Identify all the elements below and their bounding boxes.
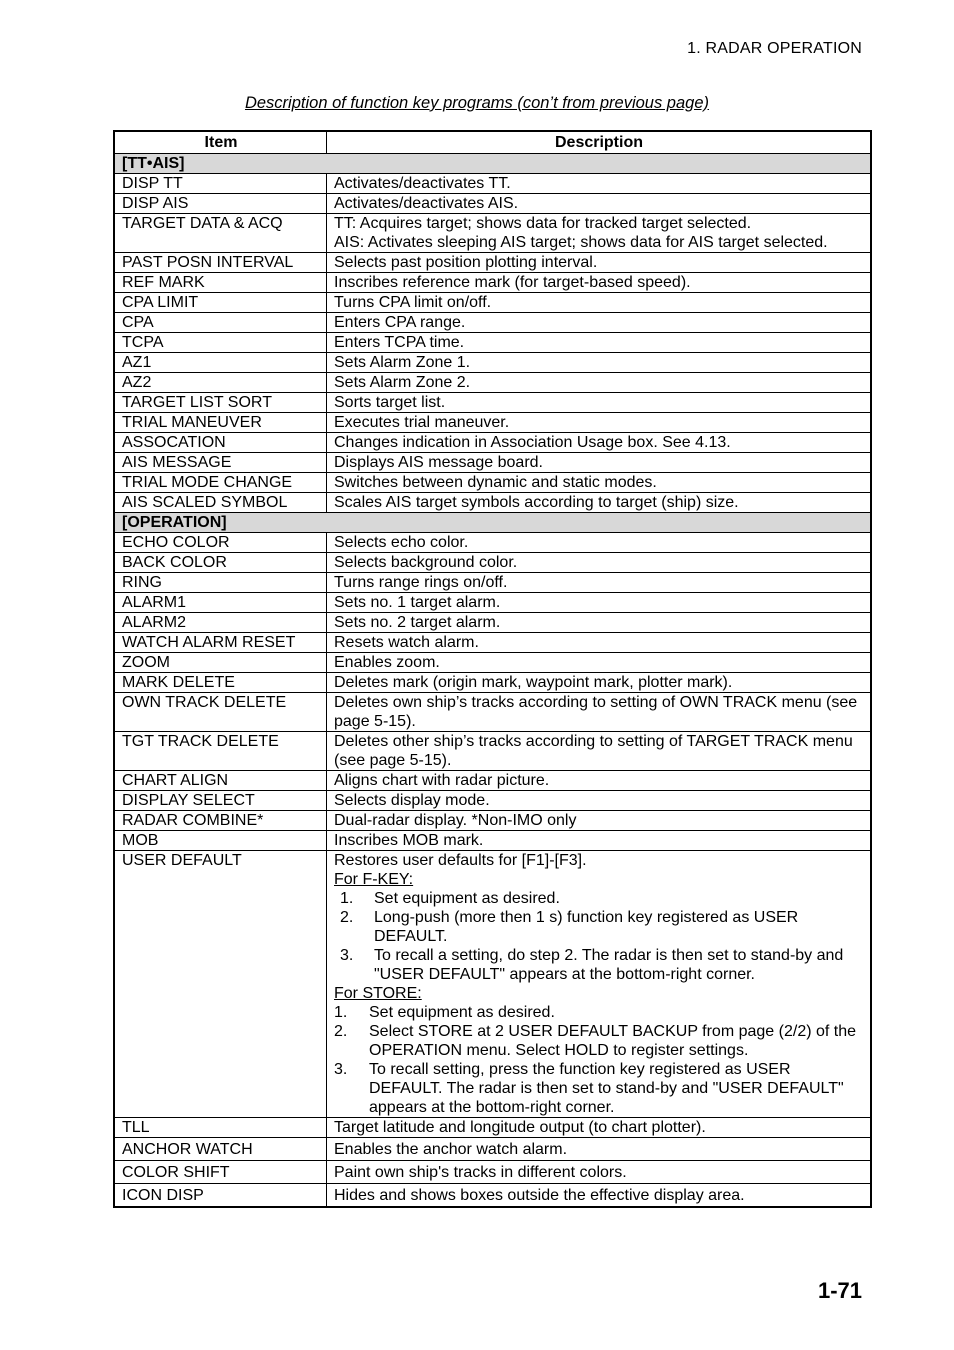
row-description (327, 353, 872, 373)
row-description-text: Sets Alarm Zone 2. (334, 374, 471, 391)
row-description-text: Paint own ship's tracks in different colors. (334, 1164, 627, 1181)
row-description-text: Enters CPA range. (334, 314, 466, 331)
row-description (327, 393, 872, 413)
section-header-row (114, 513, 871, 533)
table-row (114, 1161, 871, 1184)
section-title: [TT•AIS] (114, 154, 871, 174)
table-row-user-default (114, 851, 871, 1118)
column-header-item: Item (114, 131, 327, 154)
row-item: TRIAL MANEUVER (114, 413, 327, 433)
row-description (327, 633, 872, 653)
row-description-text: Displays AIS message board. (334, 454, 543, 471)
row-description-text: Sets Alarm Zone 1. (334, 354, 471, 371)
row-description (327, 373, 872, 393)
row-description-text: Changes indication in Association Usage box. See 4.13. (334, 434, 731, 451)
table-row (114, 811, 871, 831)
step-number: 2. (340, 909, 354, 926)
table-row (114, 673, 871, 693)
step-text: To recall a setting, do step 2. The radar is then set to stand-by and "USER DEFAULT" appears at the bottom-right corner. (374, 947, 844, 983)
table-row (114, 174, 871, 194)
row-item: BACK COLOR (114, 553, 327, 573)
row-item: ECHO COLOR (114, 533, 327, 553)
row-description (327, 493, 872, 513)
step-number: 1. (340, 890, 354, 907)
row-item: DISP TT (114, 174, 327, 194)
table-row (114, 373, 871, 393)
running-header: 1. RADAR OPERATION (687, 40, 862, 57)
row-item: CPA (114, 313, 327, 333)
row-description (327, 253, 872, 273)
row-item: COLOR SHIFT (114, 1161, 327, 1184)
row-item: CHART ALIGN (114, 771, 327, 791)
row-item: USER DEFAULT (114, 851, 327, 1118)
step-number: 3. (340, 947, 354, 964)
row-item: TGT TRACK DELETE (114, 732, 327, 771)
table-row (114, 473, 871, 493)
row-description-text: Turns range rings on/off. (334, 574, 508, 591)
table-row (114, 253, 871, 273)
row-description (327, 453, 872, 473)
table-row (114, 593, 871, 613)
row-item: MOB (114, 831, 327, 851)
user-default-intro: Restores user defaults for [F1]-[F3]. (334, 852, 587, 869)
row-description (327, 732, 872, 771)
row-description (327, 473, 872, 493)
row-description (327, 313, 872, 333)
row-item: AZ2 (114, 373, 327, 393)
row-item: ICON DISP (114, 1184, 327, 1208)
table-row (114, 433, 871, 453)
table-row (114, 214, 871, 253)
table-row (114, 453, 871, 473)
row-description (327, 791, 872, 811)
page-number: 1-71 (817, 1278, 862, 1303)
step-text: Set equipment as desired. (374, 890, 560, 907)
step-text: Long-push (more then 1 s) function key registered as USER DEFAULT. (374, 909, 799, 945)
row-item: WATCH ALARM RESET (114, 633, 327, 653)
row-description (327, 1184, 872, 1208)
table-body (114, 154, 871, 1208)
row-item: DISP AIS (114, 194, 327, 214)
fkey-heading-text: For F-KEY: (334, 871, 414, 888)
row-item: ALARM2 (114, 613, 327, 633)
row-description (327, 771, 872, 791)
row-description-text: Hides and shows boxes outside the effective display area. (334, 1187, 745, 1204)
row-description-text: Turns CPA limit on/off. (334, 294, 492, 311)
row-description-text: Executes trial maneuver. (334, 414, 510, 431)
row-description-text: Activates/deactivates TT. (334, 175, 511, 192)
row-description-text: Deletes own ship’s tracks according to setting of OWN TRACK menu (see page 5-15). (334, 694, 858, 730)
table-row (114, 273, 871, 293)
step-number: 2. (334, 1023, 348, 1040)
fkey-step (334, 946, 864, 984)
row-description-text: Aligns chart with radar picture. (334, 772, 550, 789)
row-description-text: Enables zoom. (334, 654, 440, 671)
row-item: REF MARK (114, 273, 327, 293)
row-description (327, 653, 872, 673)
table-row (114, 333, 871, 353)
row-description-text: Enables the anchor watch alarm. (334, 1141, 568, 1158)
table-row (114, 831, 871, 851)
row-item: AIS MESSAGE (114, 453, 327, 473)
row-description-text: Selects background color. (334, 554, 518, 571)
row-item: TLL (114, 1118, 327, 1138)
row-description-text: Deletes other ship’s tracks according to setting of TARGET TRACK menu (see page 5-15). (334, 733, 853, 769)
store-step (334, 1003, 864, 1022)
column-header-description: Description (327, 131, 872, 154)
row-description (327, 811, 872, 831)
fkey-step (334, 889, 864, 908)
row-item: ASSOCATION (114, 433, 327, 453)
row-description-text: Enters TCPA time. (334, 334, 465, 351)
row-description-text: Switches between dynamic and static modes. (334, 474, 657, 491)
row-item: ALARM1 (114, 593, 327, 613)
row-description-text: Resets watch alarm. (334, 634, 479, 651)
row-item: PAST POSN INTERVAL (114, 253, 327, 273)
row-description (327, 693, 872, 732)
row-description-text: Selects display mode. (334, 792, 490, 809)
table-row (114, 413, 871, 433)
table-row (114, 393, 871, 413)
store-step (334, 1060, 864, 1117)
row-description (327, 613, 872, 633)
row-description (327, 293, 872, 313)
row-description-text: Activates/deactivates AIS. (334, 195, 519, 212)
table-caption: Description of function key programs (con’t from previous page) (244, 94, 710, 112)
row-item: TARGET DATA & ACQ (114, 214, 327, 253)
table-row (114, 353, 871, 373)
table-row (114, 771, 871, 791)
row-description (327, 831, 872, 851)
row-description-text: Dual-radar display. *Non-IMO only (334, 812, 577, 829)
fkey-heading (334, 870, 864, 889)
table-header-row (114, 131, 871, 154)
row-description-text: Inscribes MOB mark. (334, 832, 484, 849)
table-row (114, 573, 871, 593)
table-row (114, 553, 871, 573)
row-description-text: Selects past position plotting interval. (334, 254, 598, 271)
row-description-text: Sets no. 1 target alarm. (334, 594, 501, 611)
row-description (327, 1138, 872, 1161)
row-description (327, 1118, 872, 1138)
row-description (327, 1161, 872, 1184)
row-item: OWN TRACK DELETE (114, 693, 327, 732)
step-text: Set equipment as desired. (369, 1004, 555, 1021)
row-description (327, 553, 872, 573)
table-row (114, 194, 871, 214)
step-number: 1. (334, 1004, 348, 1021)
row-item: RING (114, 573, 327, 593)
row-description (327, 851, 872, 1118)
table-row (114, 732, 871, 771)
row-description (327, 214, 872, 253)
row-item: TARGET LIST SORT (114, 393, 327, 413)
row-item: CPA LIMIT (114, 293, 327, 313)
row-item: MARK DELETE (114, 673, 327, 693)
row-description-text: Scales AIS target symbols according to target (ship) size. (334, 494, 739, 511)
store-heading (334, 984, 864, 1003)
row-item: TCPA (114, 333, 327, 353)
table-row (114, 613, 871, 633)
table-row (114, 653, 871, 673)
step-number: 3. (334, 1061, 348, 1078)
table-row (114, 693, 871, 732)
row-description (327, 273, 872, 293)
row-item: AIS SCALED SYMBOL (114, 493, 327, 513)
step-text: To recall setting, press the function key registered as USER DEFAULT. The radar is then set to stand-by and "USER DEFAULT" appears at the bottom-right corner. (369, 1061, 844, 1116)
store-step (334, 1022, 864, 1060)
table-row (114, 493, 871, 513)
row-description-text: Target latitude and longitude output (to chart plotter). (334, 1119, 706, 1136)
row-item: AZ1 (114, 353, 327, 373)
row-description (327, 533, 872, 553)
row-description (327, 673, 872, 693)
section-title: [OPERATION] (114, 513, 871, 533)
table-row (114, 313, 871, 333)
row-description (327, 413, 872, 433)
fkey-step (334, 908, 864, 946)
function-key-table (113, 130, 872, 1208)
row-description (327, 593, 872, 613)
row-description-text: Sorts target list. (334, 394, 446, 411)
row-description-text: Deletes mark (origin mark, waypoint mark, plotter mark). (334, 674, 733, 691)
row-description-text: AIS: Activates sleeping AIS target; shows data for AIS target selected. (334, 234, 828, 251)
store-heading-text: For STORE: (334, 985, 422, 1002)
table-row (114, 1138, 871, 1161)
row-description-text: Sets no. 2 target alarm. (334, 614, 501, 631)
row-description-text: TT: Acquires target; shows data for tracked target selected. (334, 215, 752, 232)
row-item: DISPLAY SELECT (114, 791, 327, 811)
row-description (327, 333, 872, 353)
table-row (114, 533, 871, 553)
table-row (114, 1184, 871, 1208)
section-header-row (114, 154, 871, 174)
step-text: Select STORE at 2 USER DEFAULT BACKUP from page (2/2) of the OPERATION menu. Select HOLD to register settings. (369, 1023, 857, 1059)
row-item: TRIAL MODE CHANGE (114, 473, 327, 493)
row-description-text: Selects echo color. (334, 534, 469, 551)
row-description (327, 194, 872, 214)
row-description (327, 573, 872, 593)
row-description-text: Inscribes reference mark (for target-based speed). (334, 274, 691, 291)
row-item: ANCHOR WATCH (114, 1138, 327, 1161)
row-description (327, 433, 872, 453)
row-item: ZOOM (114, 653, 327, 673)
table-row (114, 293, 871, 313)
table-row (114, 633, 871, 653)
table-row (114, 1118, 871, 1138)
row-item: RADAR COMBINE* (114, 811, 327, 831)
table-row (114, 791, 871, 811)
row-description (327, 174, 872, 194)
